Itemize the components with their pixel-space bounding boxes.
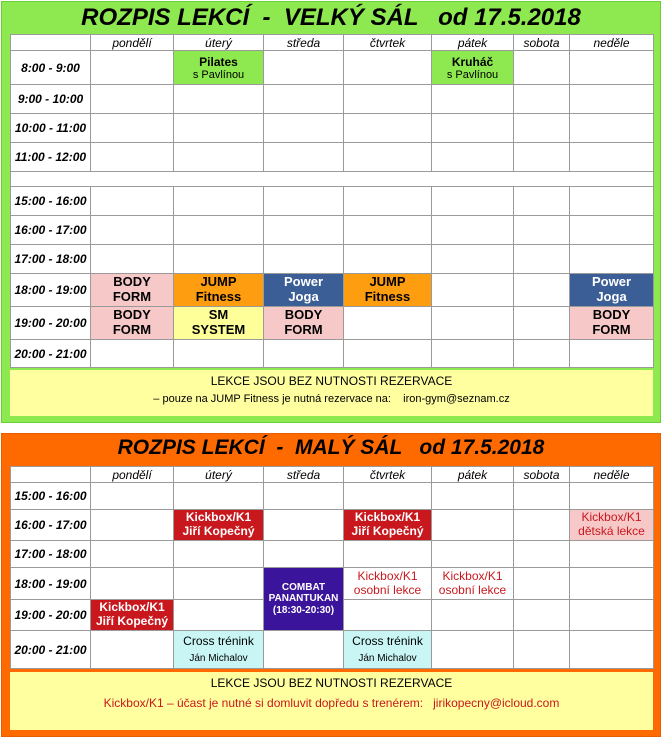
lesson-kruhac[interactable]: Kruháč s Pavlínou <box>432 51 514 85</box>
lesson-sm-system[interactable]: SM SYSTEM <box>174 307 264 340</box>
table-row <box>11 274 654 307</box>
table-row <box>11 307 654 340</box>
table-row <box>11 631 654 669</box>
time-cell: 17:00 - 18:00 <box>11 541 91 568</box>
day-header: pátek <box>432 35 514 51</box>
day-header: čtvrtek <box>344 35 432 51</box>
table-row <box>11 568 654 600</box>
gap-row <box>11 172 654 187</box>
maly-sal-footer <box>10 672 653 730</box>
table-row <box>11 85 654 114</box>
table-row <box>11 340 654 368</box>
day-header: pondělí <box>91 35 174 51</box>
day-header: pátek <box>432 467 514 483</box>
day-header: úterý <box>174 35 264 51</box>
time-cell: 20:00 - 21:00 <box>11 631 91 669</box>
lesson-cross-trenink[interactable]: Cross trénink Ján Michalov <box>344 631 432 669</box>
lesson-body-form[interactable]: BODY FORM <box>91 307 174 340</box>
header-row <box>11 467 654 483</box>
lesson-kickbox[interactable]: Kickbox/K1 Jiří Kopečný <box>91 600 174 631</box>
lesson-pilates[interactable]: Pilates s Pavlínou <box>174 51 264 85</box>
table-row <box>11 510 654 541</box>
footer-reservation: – pouze na JUMP Fitness je nutná rezervace na: iron-gym@seznam.cz <box>153 393 510 405</box>
maly-sal-panel <box>1 433 661 737</box>
footer-kickbox-contact: Kickbox/K1 – účast je nutné si domluvit dopředu s trenérem: jirikopecny@icloud.com <box>103 696 560 710</box>
table-row <box>11 216 654 245</box>
time-cell: 16:00 - 17:00 <box>11 216 91 245</box>
time-cell: 8:00 - 9:00 <box>11 51 91 85</box>
day-header: sobota <box>514 467 570 483</box>
table-row <box>11 187 654 216</box>
time-cell: 16:00 - 17:00 <box>11 510 91 541</box>
lesson-combat-panantukan[interactable]: COMBAT PANANTUKAN (18:30-20:30) <box>264 568 344 631</box>
time-cell: 10:00 - 11:00 <box>11 114 91 143</box>
lesson-cross-trenink[interactable]: Cross trénink Ján Michalov <box>174 631 264 669</box>
lesson-power-joga[interactable]: Power Joga <box>570 274 654 307</box>
header-row <box>11 35 654 51</box>
table-row <box>11 541 654 568</box>
day-header: úterý <box>174 467 264 483</box>
time-cell: 20:00 - 21:00 <box>11 340 91 368</box>
time-cell: 18:00 - 19:00 <box>11 274 91 307</box>
day-header: sobota <box>514 35 570 51</box>
time-cell: 19:00 - 20:00 <box>11 600 91 631</box>
lesson-jump-fitness[interactable]: JUMP Fitness <box>344 274 432 307</box>
time-cell: 18:00 - 19:00 <box>11 568 91 600</box>
day-header: čtvrtek <box>344 467 432 483</box>
footer-notice: LEKCE JSOU BEZ NUTNOSTI REZERVACE <box>210 374 453 388</box>
lesson-body-form[interactable]: BODY FORM <box>264 307 344 340</box>
lesson-kickbox-personal[interactable]: Kickbox/K1 osobní lekce <box>344 568 432 600</box>
maly-sal-schedule <box>10 466 654 669</box>
lesson-kickbox-kids[interactable]: Kickbox/K1 dětská lekce <box>570 510 654 541</box>
table-row <box>11 143 654 172</box>
lesson-kickbox[interactable]: Kickbox/K1 Jiří Kopečný <box>344 510 432 541</box>
corner-cell <box>11 467 91 483</box>
velky-sal-title: ROZPIS LEKCÍ - VELKÝ SÁL od 17.5.2018 <box>81 4 581 31</box>
day-header: středa <box>264 35 344 51</box>
maly-sal-title: ROZPIS LEKCÍ - MALÝ SÁL od 17.5.2018 <box>117 436 545 459</box>
corner-cell <box>11 35 91 51</box>
table-row <box>11 245 654 274</box>
table-row <box>11 483 654 510</box>
table-row <box>11 51 654 85</box>
time-cell: 19:00 - 20:00 <box>11 307 91 340</box>
day-header: neděle <box>570 35 654 51</box>
velky-sal-schedule <box>10 34 654 368</box>
velky-sal-panel <box>1 1 661 423</box>
lesson-jump-fitness[interactable]: JUMP Fitness <box>174 274 264 307</box>
velky-sal-footer <box>10 370 653 416</box>
day-header: středa <box>264 467 344 483</box>
time-cell: 9:00 - 10:00 <box>11 85 91 114</box>
day-header: pondělí <box>91 467 174 483</box>
lesson-kickbox-personal[interactable]: Kickbox/K1 osobní lekce <box>432 568 514 600</box>
lesson-kickbox[interactable]: Kickbox/K1 Jiří Kopečný <box>174 510 264 541</box>
time-cell: 17:00 - 18:00 <box>11 245 91 274</box>
footer-notice: LEKCE JSOU BEZ NUTNOSTI REZERVACE <box>210 676 453 690</box>
day-header: neděle <box>570 467 654 483</box>
lesson-body-form[interactable]: BODY FORM <box>91 274 174 307</box>
lesson-power-joga[interactable]: Power Joga <box>264 274 344 307</box>
table-row <box>11 114 654 143</box>
time-cell: 15:00 - 16:00 <box>11 483 91 510</box>
time-cell: 11:00 - 12:00 <box>11 143 91 172</box>
lesson-body-form[interactable]: BODY FORM <box>570 307 654 340</box>
time-cell: 15:00 - 16:00 <box>11 187 91 216</box>
